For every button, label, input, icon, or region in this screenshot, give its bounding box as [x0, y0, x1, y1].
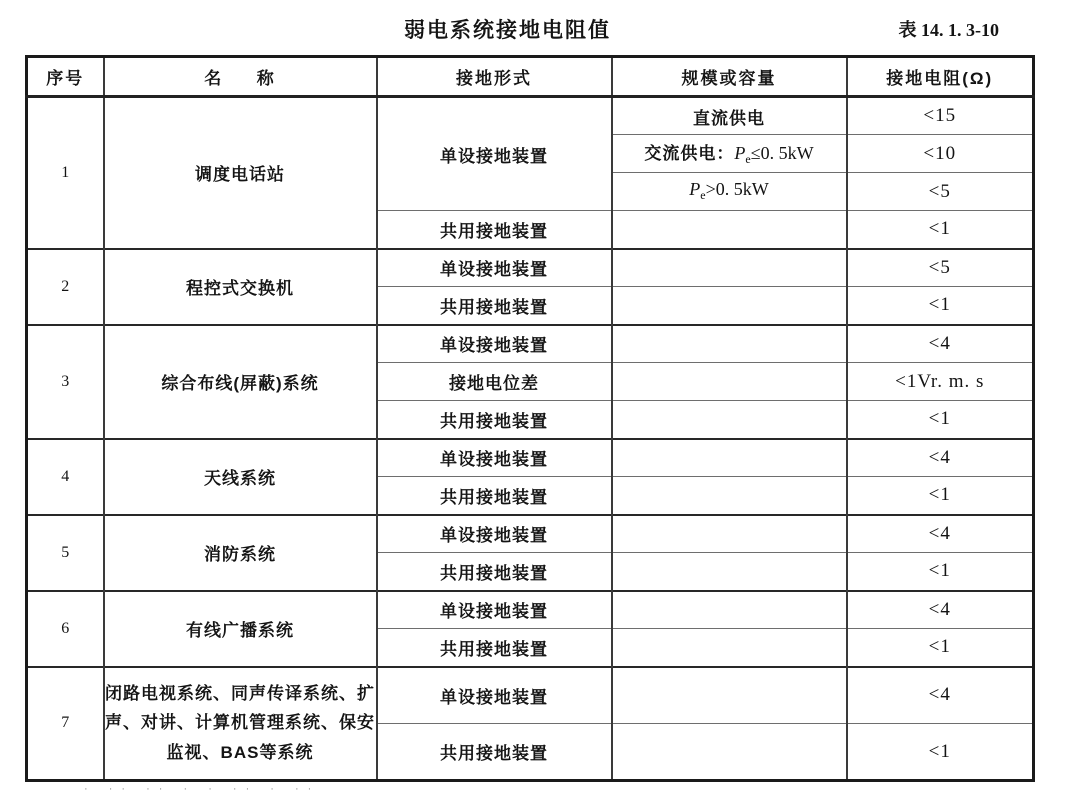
resistance-cell: <1 [847, 629, 1034, 667]
name-cell: 程控式交换机 [104, 249, 377, 325]
spec-cell [612, 477, 847, 515]
resistance-cell: <4 [847, 439, 1034, 477]
table-row [27, 325, 1034, 363]
column-header-name: 名 称 [104, 57, 377, 97]
form-cell: 单设接地装置 [377, 591, 612, 629]
resistance-cell: <5 [847, 249, 1034, 287]
spec-cell [612, 439, 847, 477]
resistance-cell: <4 [847, 515, 1034, 553]
seq-cell: 6 [27, 591, 104, 667]
form-cell: 单设接地装置 [377, 515, 612, 553]
header-row [27, 57, 1034, 97]
name-cell: 有线广播系统 [104, 591, 377, 667]
name-cell: 天线系统 [104, 439, 377, 515]
spec-cell [612, 553, 847, 591]
spec-cell [612, 211, 847, 249]
resistance-cell: <1 [847, 211, 1034, 249]
table-row [27, 667, 1034, 724]
table-row [27, 249, 1034, 287]
spec-subscript: e [745, 152, 751, 167]
seq-cell: 7 [27, 667, 104, 781]
form-cell: 共用接地装置 [377, 724, 612, 781]
column-header-seq: 序号 [27, 57, 104, 97]
grounding-resistance-table [25, 55, 1035, 782]
resistance-cell: <5 [847, 173, 1034, 211]
resistance-cell: <1Vr. m. s [847, 363, 1034, 401]
spec-cell [612, 249, 847, 287]
form-cell: 单设接地装置 [377, 439, 612, 477]
spec-cell [612, 515, 847, 553]
spec-cell [612, 325, 847, 363]
spec-cell [612, 629, 847, 667]
name-cell: 综合布线(屏蔽)系统 [104, 325, 377, 439]
seq-cell: 4 [27, 439, 104, 515]
column-header-resistance: 接地电阻(Ω) [847, 57, 1034, 97]
form-cell: 共用接地装置 [377, 211, 612, 249]
resistance-cell: <1 [847, 553, 1034, 591]
table-row [27, 439, 1034, 477]
spec-cell [612, 667, 847, 724]
form-cell: 单设接地装置 [377, 325, 612, 363]
table-title: 弱电系统接地电阻值 [404, 19, 611, 42]
resistance-cell: <15 [847, 97, 1034, 135]
resistance-cell: <1 [847, 477, 1034, 515]
spec-prefix: 交流供电： [644, 144, 735, 164]
form-cell: 共用接地装置 [377, 401, 612, 439]
spec-cell [612, 135, 847, 173]
form-cell: 单设接地装置 [377, 249, 612, 287]
table-row [27, 97, 1034, 135]
table-number: 表 14. 1. 3-10 [898, 20, 999, 40]
seq-cell: 2 [27, 249, 104, 325]
form-cell: 共用接地装置 [377, 553, 612, 591]
resistance-cell: <1 [847, 724, 1034, 781]
table-row [27, 591, 1034, 629]
spec-cell [612, 363, 847, 401]
table-row [27, 515, 1034, 553]
seq-cell: 3 [27, 325, 104, 439]
resistance-cell: <10 [847, 135, 1034, 173]
spec-cell [612, 401, 847, 439]
form-cell: 单设接地装置 [377, 97, 612, 211]
column-header-form: 接地形式 [377, 57, 612, 97]
resistance-cell: <4 [847, 325, 1034, 363]
spec-cell [612, 173, 847, 211]
resistance-cell: <4 [847, 591, 1034, 629]
spec-condition: ≤0. 5kW [750, 143, 814, 164]
name-cell: 调度电话站 [104, 97, 377, 249]
spec-condition: >0. 5kW [705, 179, 769, 200]
column-header-spec: 规模或容量 [612, 57, 847, 97]
spec-cell [612, 287, 847, 325]
cut-off-text-fragment: · ·· ·· · · ·· · ·· [84, 783, 321, 792]
seq-cell: 5 [27, 515, 104, 591]
form-cell: 共用接地装置 [377, 287, 612, 325]
seq-cell: 1 [27, 97, 104, 249]
spec-subscript: e [700, 188, 706, 203]
form-cell: 共用接地装置 [377, 477, 612, 515]
resistance-cell: <1 [847, 287, 1034, 325]
form-cell: 共用接地装置 [377, 629, 612, 667]
spec-cell [612, 724, 847, 781]
spec-variable: P [689, 179, 701, 200]
spec-cell [612, 591, 847, 629]
spec-cell: 直流供电 [612, 97, 847, 135]
spec-variable: P [734, 143, 746, 164]
form-cell: 单设接地装置 [377, 667, 612, 724]
resistance-cell: <4 [847, 667, 1034, 724]
form-cell: 接地电位差 [377, 363, 612, 401]
resistance-cell: <1 [847, 401, 1034, 439]
name-cell: 消防系统 [104, 515, 377, 591]
name-cell: 闭路电视系统、同声传译系统、扩声、对讲、计算机管理系统、保安监视、BAS等系统 [104, 667, 377, 781]
